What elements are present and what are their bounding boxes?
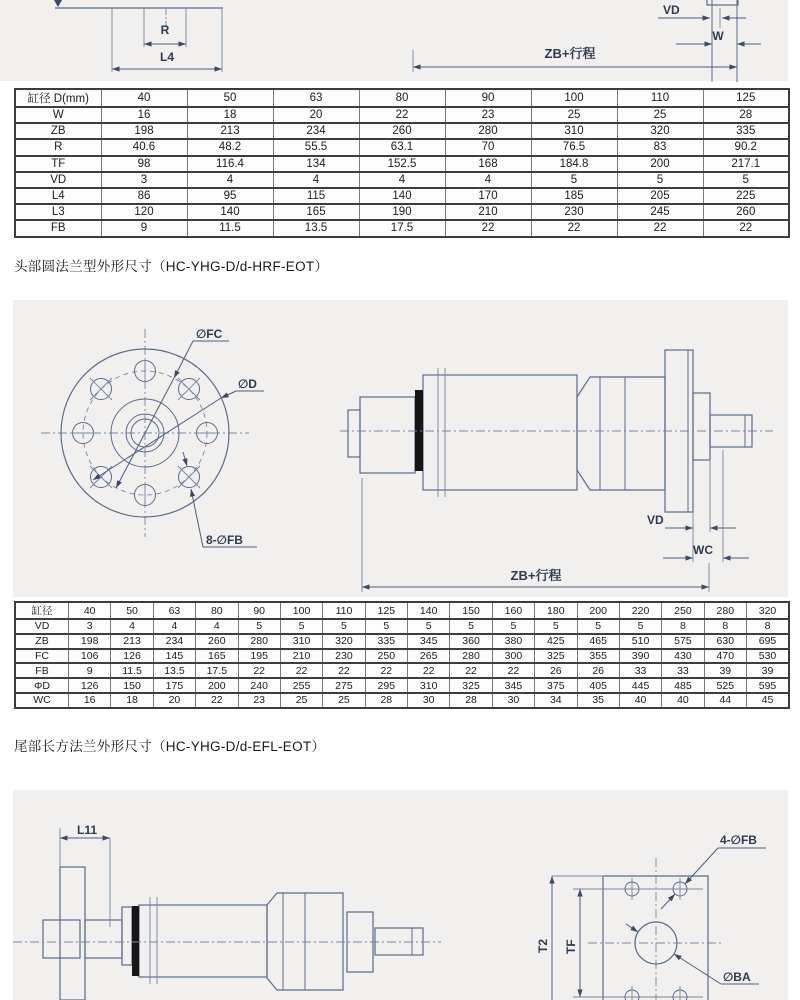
row-header: W — [15, 107, 101, 123]
table-cell: 120 — [101, 204, 187, 220]
column-header: 150 — [450, 602, 492, 619]
table-cell: 310 — [280, 634, 322, 649]
table-cell: 3 — [69, 619, 111, 634]
dim-label-fb4: 4-∅FB — [720, 833, 757, 847]
dim-label-w: W — [712, 29, 724, 43]
table-cell: 134 — [273, 156, 359, 172]
table-cell: 25 — [531, 107, 617, 123]
table-cell: 3 — [101, 172, 187, 188]
table-cell: 33 — [662, 663, 704, 678]
table-cell: 98 — [101, 156, 187, 172]
table-header-row — [15, 602, 789, 619]
column-header: 125 — [703, 89, 789, 107]
table-row — [15, 139, 789, 155]
table-cell: 213 — [111, 634, 153, 649]
table-cell: 22 — [450, 663, 492, 678]
table-row — [15, 107, 789, 123]
table-cell: 76.5 — [531, 139, 617, 155]
table-cell: 234 — [153, 634, 195, 649]
table-cell: 695 — [747, 634, 790, 649]
table-row — [15, 188, 789, 204]
table-cell: 18 — [111, 693, 153, 708]
table-cell: 595 — [747, 678, 790, 693]
table-cell: 5 — [450, 619, 492, 634]
table-cell: 230 — [531, 204, 617, 220]
table-cell: 430 — [662, 649, 704, 664]
row-header: ZB — [15, 634, 69, 649]
table-cell: 470 — [704, 649, 746, 664]
table-header-row — [15, 89, 789, 107]
table-cell: 5 — [323, 619, 365, 634]
table-cell: 34 — [535, 693, 577, 708]
column-header: 63 — [273, 89, 359, 107]
table-cell: 45 — [747, 693, 790, 708]
table-cell: 260 — [703, 204, 789, 220]
table-cell: 320 — [617, 123, 703, 139]
table-row — [15, 663, 789, 678]
table-cell: 5 — [280, 619, 322, 634]
table-cell: 40 — [662, 693, 704, 708]
table-cell: 275 — [323, 678, 365, 693]
table-cell: 22 — [323, 663, 365, 678]
table-cell: 345 — [408, 634, 450, 649]
column-header: 40 — [101, 89, 187, 107]
table-cell: 200 — [196, 678, 238, 693]
table-row — [15, 123, 789, 139]
table-cell: 39 — [747, 663, 790, 678]
table-cell: 70 — [445, 139, 531, 155]
table-cell: 185 — [531, 188, 617, 204]
table-cell: 280 — [445, 123, 531, 139]
table-cell: 22 — [531, 220, 617, 236]
table-cell: 20 — [153, 693, 195, 708]
table-cell: 17.5 — [196, 663, 238, 678]
row-header: FB — [15, 220, 101, 236]
table-cell: 405 — [577, 678, 619, 693]
table-cell: 4 — [196, 619, 238, 634]
table-cell: 380 — [492, 634, 534, 649]
table-cell: 23 — [238, 693, 280, 708]
table-cell: 13.5 — [153, 663, 195, 678]
table-cell: 63.1 — [359, 139, 445, 155]
table-cell: 44 — [704, 693, 746, 708]
table-cell: 22 — [365, 663, 407, 678]
head-flange-hrf-table — [14, 88, 790, 238]
table-cell: 126 — [111, 649, 153, 664]
dim-label-fc: ∅FC — [196, 327, 223, 341]
table-cell: 165 — [273, 204, 359, 220]
table-cell: 83 — [617, 139, 703, 155]
column-header: 140 — [408, 602, 450, 619]
table-cell: 140 — [359, 188, 445, 204]
table-cell: 485 — [662, 678, 704, 693]
table-cell: 90.2 — [703, 139, 789, 155]
table-cell: 198 — [101, 123, 187, 139]
table-cell: 22 — [445, 220, 531, 236]
head-flange-drawing — [13, 300, 788, 597]
table-cell: 325 — [450, 678, 492, 693]
table-cell: 4 — [111, 619, 153, 634]
table-cell: 152.5 — [359, 156, 445, 172]
table-cell: 213 — [187, 123, 273, 139]
table-cell: 40 — [619, 693, 661, 708]
table-row — [15, 649, 789, 664]
table-cell: 210 — [445, 204, 531, 220]
dim-label-t2: T2 — [536, 938, 550, 953]
table-cell: 115 — [273, 188, 359, 204]
table-cell: 22 — [280, 663, 322, 678]
table-cell: 55.5 — [273, 139, 359, 155]
dim-label-wc: WC — [693, 543, 713, 557]
column-header: 90 — [445, 89, 531, 107]
table-cell: 345 — [492, 678, 534, 693]
table-cell: 28 — [450, 693, 492, 708]
dim-label-zb-stroke: ZB+行程 — [544, 46, 596, 61]
table-cell: 250 — [365, 649, 407, 664]
table-cell: 22 — [703, 220, 789, 236]
table-cell: 425 — [535, 634, 577, 649]
table-cell: 325 — [535, 649, 577, 664]
dim-label-ba: ∅BA — [723, 970, 751, 984]
table-cell: 5 — [408, 619, 450, 634]
column-header: 200 — [577, 602, 619, 619]
table-cell: 22 — [359, 107, 445, 123]
table-cell: 126 — [69, 678, 111, 693]
table-cell: 9 — [69, 663, 111, 678]
section-title-tail-flange: 尾部长方法兰外形尺寸（HC-YHG-D/d-EFL-EOT） — [14, 739, 326, 754]
dim-label-l11: L11 — [77, 823, 98, 837]
table-cell: 335 — [365, 634, 407, 649]
table-cell: 295 — [365, 678, 407, 693]
dim-label-zb-stroke2: ZB+行程 — [510, 568, 562, 583]
table-cell: 22 — [408, 663, 450, 678]
table-cell: 11.5 — [187, 220, 273, 236]
table-cell: 140 — [187, 204, 273, 220]
table-cell: 510 — [619, 634, 661, 649]
table-cell: 234 — [273, 123, 359, 139]
column-header: 63 — [153, 602, 195, 619]
table-cell: 280 — [238, 634, 280, 649]
table-cell: 4 — [445, 172, 531, 188]
row-header: TF — [15, 156, 101, 172]
table-cell: 23 — [445, 107, 531, 123]
table-cell: 116.4 — [187, 156, 273, 172]
column-header: 80 — [196, 602, 238, 619]
dim-label-d: ∅D — [238, 377, 257, 391]
table-cell: 4 — [359, 172, 445, 188]
table-cell: 16 — [101, 107, 187, 123]
column-header: 110 — [617, 89, 703, 107]
table-cell: 25 — [617, 107, 703, 123]
column-header: 缸径 D(mm) — [15, 89, 101, 107]
table-cell: 184.8 — [531, 156, 617, 172]
table-cell: 205 — [617, 188, 703, 204]
table-cell: 230 — [323, 649, 365, 664]
table-row — [15, 204, 789, 220]
table-cell: 5 — [617, 172, 703, 188]
table-cell: 145 — [153, 649, 195, 664]
section-title-head-flange: 头部圆法兰型外形尺寸（HC-YHG-D/d-HRF-EOT） — [14, 259, 329, 274]
table-cell: 260 — [359, 123, 445, 139]
table-cell: 175 — [153, 678, 195, 693]
table-cell: 217.1 — [703, 156, 789, 172]
table-cell: 5 — [238, 619, 280, 634]
row-header: R — [15, 139, 101, 155]
table-cell: 86 — [101, 188, 187, 204]
dim-label-vd2: VD — [647, 513, 664, 527]
table-cell: 310 — [408, 678, 450, 693]
table-cell: 360 — [450, 634, 492, 649]
head-flange-dimension-table — [14, 601, 790, 709]
column-header: 160 — [492, 602, 534, 619]
table-row — [15, 678, 789, 693]
table-cell: 170 — [445, 188, 531, 204]
table-cell: 30 — [408, 693, 450, 708]
table-cell: 530 — [747, 649, 790, 664]
column-header: 100 — [280, 602, 322, 619]
table-cell: 28 — [365, 693, 407, 708]
table-cell: 11.5 — [111, 663, 153, 678]
table-cell: 245 — [617, 204, 703, 220]
dim-label-r: R — [160, 23, 170, 37]
table-cell: 310 — [531, 123, 617, 139]
column-header: 110 — [323, 602, 365, 619]
column-header: 100 — [531, 89, 617, 107]
table-cell: 40.6 — [101, 139, 187, 155]
table-cell: 4 — [187, 172, 273, 188]
column-header: 280 — [704, 602, 746, 619]
table-cell: 25 — [323, 693, 365, 708]
table-row — [15, 619, 789, 634]
table-cell: 4 — [273, 172, 359, 188]
dim-label-fb8: 8-∅FB — [206, 533, 243, 547]
table-cell: 5 — [492, 619, 534, 634]
table-cell: 8 — [704, 619, 746, 634]
row-header: L3 — [15, 204, 101, 220]
table-cell: 18 — [187, 107, 273, 123]
column-header: 320 — [747, 602, 790, 619]
column-header: 250 — [662, 602, 704, 619]
table-cell: 22 — [492, 663, 534, 678]
column-header: 125 — [365, 602, 407, 619]
table-row — [15, 220, 789, 236]
table-cell: 5 — [703, 172, 789, 188]
table-cell: 35 — [577, 693, 619, 708]
table-cell: 265 — [408, 649, 450, 664]
table-cell: 22 — [617, 220, 703, 236]
table-cell: 9 — [101, 220, 187, 236]
column-header: 220 — [619, 602, 661, 619]
table-cell: 200 — [617, 156, 703, 172]
table-cell: 13.5 — [273, 220, 359, 236]
table-cell: 5 — [535, 619, 577, 634]
table-cell: 225 — [703, 188, 789, 204]
table-cell: 48.2 — [187, 139, 273, 155]
table-row — [15, 156, 789, 172]
table-cell: 465 — [577, 634, 619, 649]
table-cell: 8 — [662, 619, 704, 634]
table-cell: 26 — [577, 663, 619, 678]
table-cell: 240 — [238, 678, 280, 693]
row-header: L4 — [15, 188, 101, 204]
dim-label-l4: L4 — [159, 50, 175, 64]
table-cell: 575 — [662, 634, 704, 649]
table-cell: 280 — [450, 649, 492, 664]
table-row — [15, 634, 789, 649]
table-cell: 25 — [280, 693, 322, 708]
column-header: 180 — [535, 602, 577, 619]
table-cell: 33 — [619, 663, 661, 678]
cut-arrow — [54, 0, 62, 7]
table-cell: 5 — [619, 619, 661, 634]
table-row — [15, 172, 789, 188]
row-header: VD — [15, 172, 101, 188]
table-cell: 445 — [619, 678, 661, 693]
column-header: 40 — [69, 602, 111, 619]
table-cell: 4 — [153, 619, 195, 634]
row-header: FB — [15, 663, 69, 678]
column-header: 90 — [238, 602, 280, 619]
table-cell: 355 — [577, 649, 619, 664]
table-cell: 95 — [187, 188, 273, 204]
table-cell: 390 — [619, 649, 661, 664]
top-drawing — [0, 0, 800, 84]
table-cell: 195 — [238, 649, 280, 664]
table-cell: 198 — [69, 634, 111, 649]
column-header: 50 — [187, 89, 273, 107]
table-cell: 26 — [535, 663, 577, 678]
table-row — [15, 693, 789, 708]
column-header: 50 — [111, 602, 153, 619]
table-cell: 22 — [238, 663, 280, 678]
table-cell: 5 — [577, 619, 619, 634]
table-cell: 30 — [492, 693, 534, 708]
row-header: FC — [15, 649, 69, 664]
column-header: 缸径 — [15, 602, 69, 619]
table-cell: 22 — [196, 693, 238, 708]
table-cell: 28 — [703, 107, 789, 123]
table-cell: 320 — [323, 634, 365, 649]
row-header: ΦD — [15, 678, 69, 693]
table-cell: 8 — [747, 619, 790, 634]
table-cell: 5 — [531, 172, 617, 188]
table-cell: 300 — [492, 649, 534, 664]
row-header: VD — [15, 619, 69, 634]
table-cell: 190 — [359, 204, 445, 220]
table-cell: 17.5 — [359, 220, 445, 236]
table-cell: 210 — [280, 649, 322, 664]
table-cell: 255 — [280, 678, 322, 693]
table-cell: 165 — [196, 649, 238, 664]
table-cell: 375 — [535, 678, 577, 693]
dim-label-tf: TF — [564, 939, 578, 954]
row-header: WC — [15, 693, 69, 708]
row-header: ZB — [15, 123, 101, 139]
dim-label-vd: VD — [663, 3, 680, 17]
table-cell: 20 — [273, 107, 359, 123]
table-cell: 16 — [69, 693, 111, 708]
table-cell: 168 — [445, 156, 531, 172]
column-header: 80 — [359, 89, 445, 107]
table-cell: 260 — [196, 634, 238, 649]
table-cell: 335 — [703, 123, 789, 139]
table-cell: 39 — [704, 663, 746, 678]
table-cell: 5 — [365, 619, 407, 634]
table-cell: 150 — [111, 678, 153, 693]
table-cell: 106 — [69, 649, 111, 664]
tail-flange-drawing — [13, 790, 788, 1000]
table-cell: 630 — [704, 634, 746, 649]
table-cell: 525 — [704, 678, 746, 693]
